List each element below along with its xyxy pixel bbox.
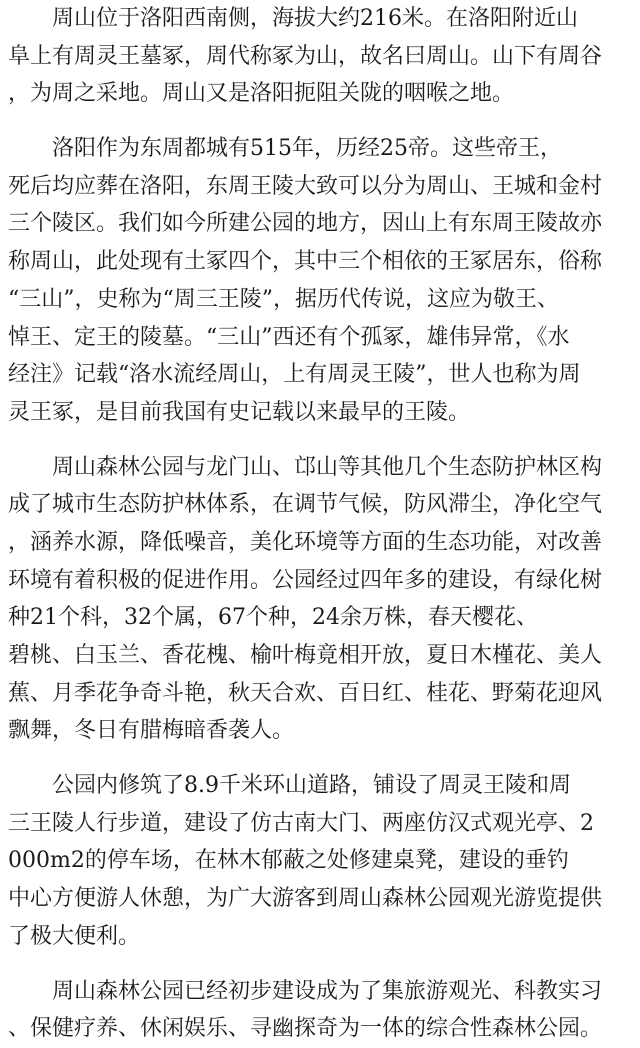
text-line: ，涵养水源，降低噪音，美化环境等方面的生态功能，对改善 (8, 529, 603, 555)
text-line: ，为周之采地。周山又是洛阳扼阻关陇的咽喉之地。 (8, 81, 515, 107)
text-line: 周山森林公园与龙门山、邙山等其他几个生态防护林区构 (52, 454, 603, 480)
text-line: 周山森林公园已经初步建设成为了集旅游观光、科教实习 (52, 978, 603, 1004)
text-line: 灵王冢，是目前我国有史记载以来最早的王陵。 (8, 399, 471, 425)
text-line: 环境有着积极的促进作用。公园经过四年多的建设，有绿化树 (8, 567, 603, 593)
text-line: 种21个科，32个属，67个种，24余万株，春天樱花、 (8, 605, 538, 631)
paragraph-5 (8, 973, 636, 1048)
article-body (8, 0, 636, 1048)
paragraph-3 (8, 449, 636, 751)
text-line: 三王陵人行步道，建设了仿古南大门、两座仿汉式观光亭、2 (8, 810, 594, 836)
paragraph-1 (8, 0, 636, 113)
text-line: 碧桃、白玉兰、香花槐、榆叶梅竟相开放，夏日木槿花、美人 (8, 643, 603, 668)
text-line: 悼王、定王的陵墓。“三山”西还有个孤冢，雄伟异常，《水 (8, 324, 570, 350)
text-line: 成了城市生态防护林体系，在调节气候，防风滞尘，净化空气 (8, 492, 603, 518)
text-line: “三山”，史称为“周三王陵”，据历代传说，这应为敬王、 (8, 286, 559, 312)
text-line: 了极大便利。 (8, 923, 141, 949)
text-line: 称周山，此处现有土冢四个，其中三个相依的王冢居东，俗称 (8, 249, 603, 275)
text-line: 三个陵区。我们如今所建公园的地方，因山上有东周王陵故亦 (8, 211, 603, 237)
text-line: 周山位于洛阳西南侧，海拔大约216米。在洛阳附近山 (52, 6, 578, 31)
paragraph-2 (8, 130, 636, 432)
text-line: 死后均应葬在洛阳，东周王陵大致可以分为周山、王城和金村 (8, 173, 603, 199)
text-line: 000m2的停车场，在林木郁蔽之处修建桌凳，建设的垂钓 (8, 848, 569, 874)
text-line: 洛阳作为东周都城有515年，历经25帝。这些帝王， (52, 136, 562, 162)
text-line: 公园内修筑了8.9千米环山道路，铺设了周灵王陵和周 (52, 773, 571, 799)
text-line: 飘舞，冬日有腊梅暗香袭人。 (8, 718, 295, 744)
text-line: 、保健疗养、休闲娱乐、寻幽探奇为一体的综合性森林公园。 (8, 1016, 603, 1042)
text-line: 蕉、月季花争奇斗艳，秋天合欢、百日红、桂花、野菊花迎风 (8, 680, 603, 706)
text-line: 阜上有周灵王墓冢，周代称冢为山，故名曰周山。山下有周谷 (8, 43, 603, 69)
paragraph-4 (8, 767, 636, 955)
text-line: 经注》记载“洛水流经周山，上有周灵王陵”，世人也称为周 (8, 362, 581, 388)
text-line: 中心方便游人休憩，为广大游客到周山森林公园观光游览提供 (8, 886, 603, 912)
